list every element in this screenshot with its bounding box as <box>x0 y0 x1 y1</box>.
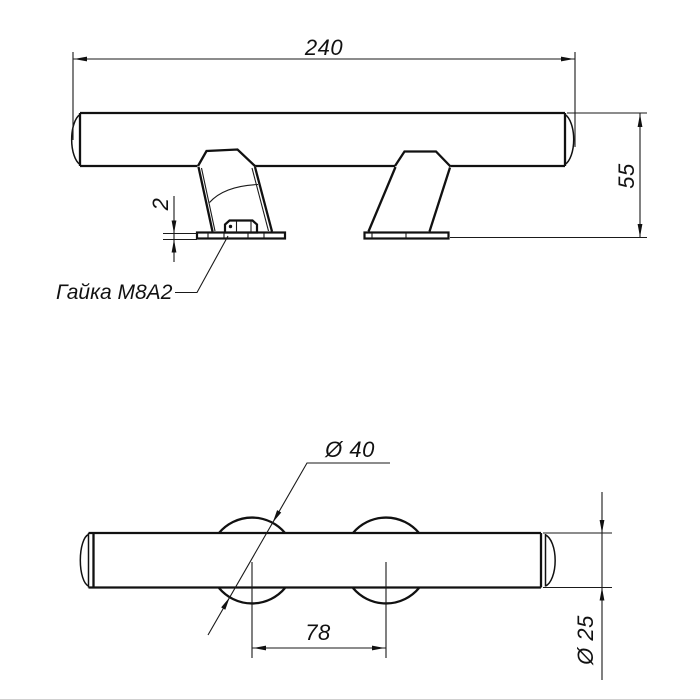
dim-240 <box>73 35 575 147</box>
tube-right-cap-arc <box>546 535 556 586</box>
nut-callout-label: Гайка М8А2 <box>56 281 173 304</box>
dim-55-arrow-top <box>638 114 643 127</box>
dim-55-arrow-bottom <box>638 224 643 237</box>
dim-240-extension-lines <box>73 52 575 147</box>
nut-callout <box>56 236 228 304</box>
dim-2-label: 2 <box>148 197 173 211</box>
dim-55-label: 55 <box>614 163 639 189</box>
left-leg-clamp <box>198 150 256 167</box>
dim-78-arrow-right <box>372 646 385 651</box>
dim-78-label: 78 <box>305 620 331 645</box>
tube-left-cap-arc <box>80 535 88 587</box>
dim-240-label: 240 <box>304 35 344 60</box>
dim-2-arrow-down <box>172 221 177 234</box>
left-leg-front <box>197 150 285 239</box>
right-leg-front <box>365 152 451 239</box>
right-leg-outer-left <box>369 167 396 232</box>
dim-d40-label: Ø 40 <box>325 437 375 462</box>
left-leg-outer-left <box>199 167 213 232</box>
dim-2-extension-lines <box>163 234 197 240</box>
nut-detail-dot <box>229 225 232 228</box>
dim-d25-label: Ø 25 <box>573 615 598 665</box>
tube-front <box>72 113 574 166</box>
left-leg-cone-arc <box>210 185 259 203</box>
dim-2 <box>148 196 197 262</box>
dim-d40 <box>208 437 390 635</box>
dim-78-arrow-left <box>253 646 266 651</box>
right-mount-circle-top-arc <box>353 518 419 533</box>
dim-240-arrow-right <box>561 57 574 62</box>
dim-2-arrow-up <box>172 240 177 253</box>
dim-d25-arrow-top <box>600 520 605 533</box>
left-mount-circle-top-arc <box>219 518 285 533</box>
tube-right-cap-arc <box>565 115 574 165</box>
right-leg-outer-right <box>430 168 451 232</box>
right-leg-clamp <box>395 152 451 167</box>
left-leg-outer-right <box>255 167 272 232</box>
nut-callout-leader <box>175 236 228 293</box>
bottom-view <box>80 437 612 680</box>
dim-240-arrow-left <box>74 57 87 62</box>
tube-bottom <box>80 533 555 588</box>
dim-55 <box>450 113 647 238</box>
dim-d25 <box>543 492 612 680</box>
front-view <box>56 35 647 304</box>
dim-78 <box>252 562 386 658</box>
dim-d25-arrow-bottom <box>600 588 605 601</box>
mount-circles <box>219 518 419 604</box>
dim-d40-leader <box>208 463 390 635</box>
